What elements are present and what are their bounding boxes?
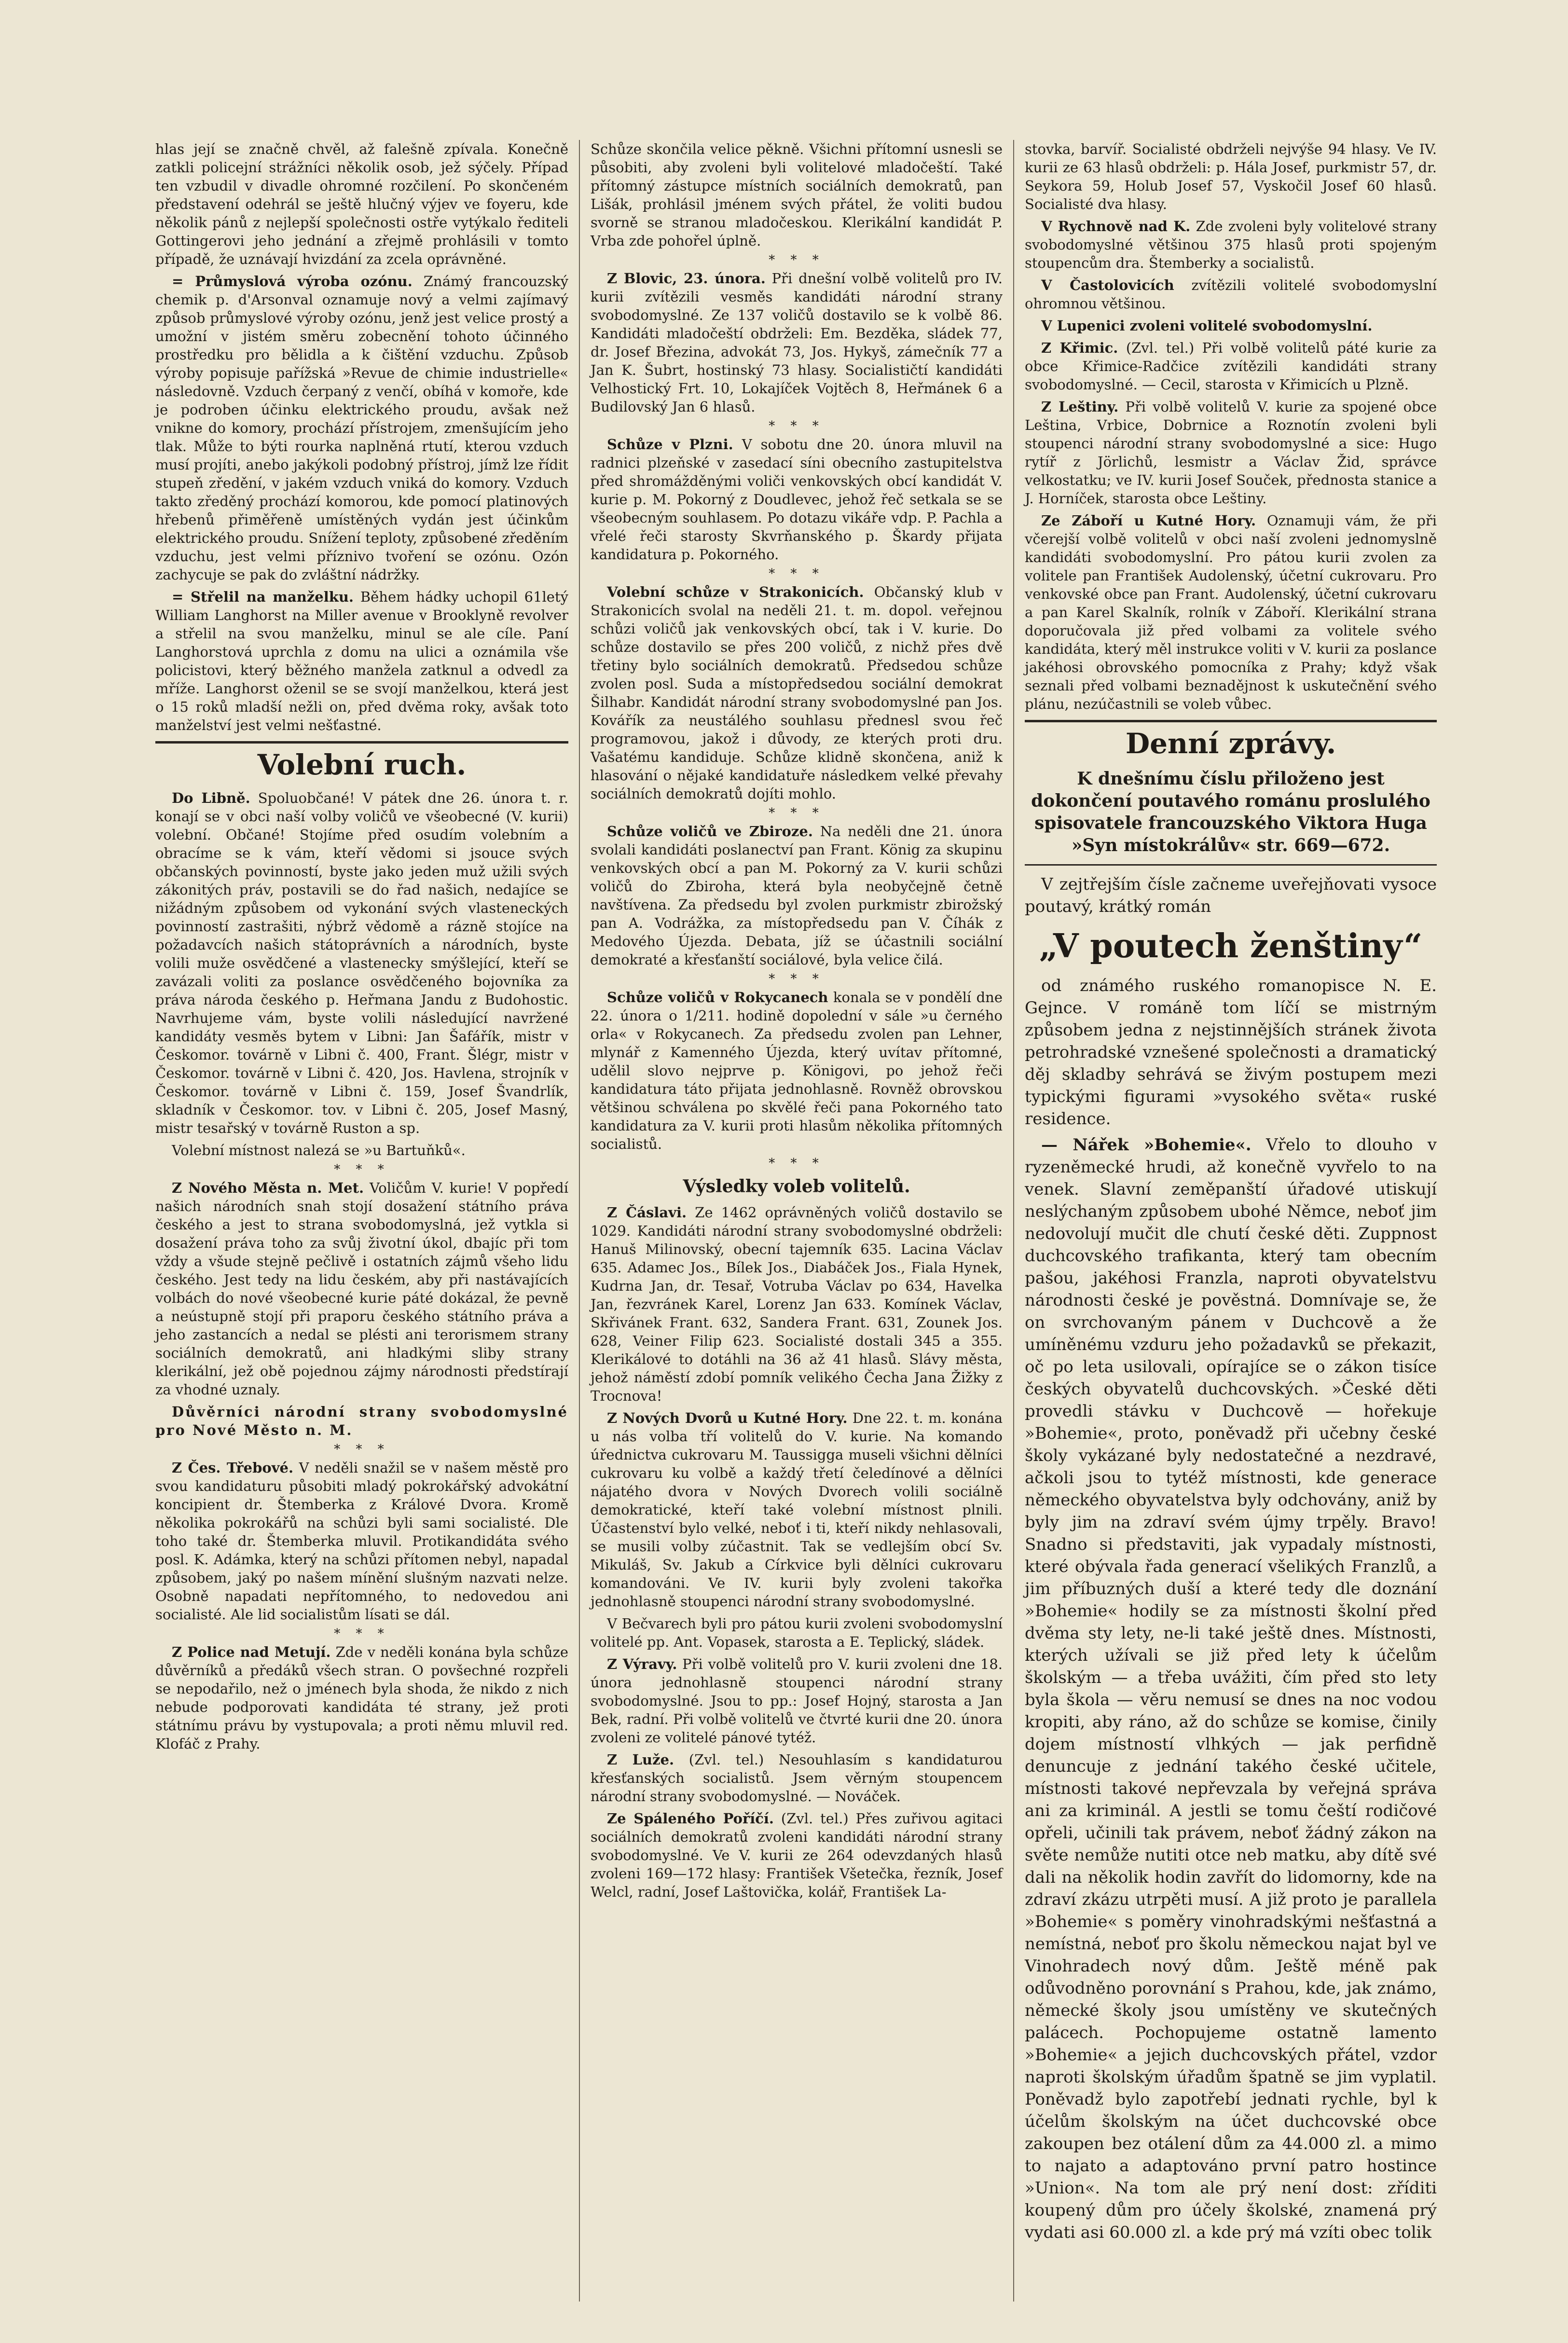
newspaper-page bbox=[145, 140, 1447, 2302]
article-text: Během hádky uchopil 61letý William Langhorst na Miller avenue v Brooklyně revolver a střelil na svou manželku, minul se ale cíle. Paní Langhorstová uprchla z domu na ulici a oznámila vše policistovi, který běžného manžela zatknul a odvedl za mříže. Langhorst oženil se se svojí manželkou, která jest o 15 roků mladší nežli on, před dvěma roky, avšak toto manželství jest velmi nešťastné. bbox=[155, 589, 568, 733]
separator-stars: * * * bbox=[769, 972, 825, 986]
article-heading: Do Libně. bbox=[172, 790, 250, 806]
separator-stars: * * * bbox=[769, 806, 825, 820]
separator-stars: * * * bbox=[769, 253, 825, 267]
article-text: Občanský klub v Strakonicích svolal na neděli 21. t. m. dopol. veřejnou schůzi voličů jak venkovských obcí, tak i V. kurie. Do schůze dostavilo se přes 200 voličů, z nichž přes dvě třetiny bylo sociálních demokratů. Předsedou schůze zvolen posl. Suda a místopředsedou sociální demokrat Šilhabr. Kandidát národní strany svobodomyslné pan Jos. Kovářík za neustálého souhlasu přednesl svou řeč programovou, jakož i důvody, ze kterých proti dru. Vašatému kandiduje. Schůze klidně skončena, aniž k hlasování o nějaké kandidatuře následkem velké převahy sociálních demokratů dojíti mohlo. bbox=[591, 584, 1003, 802]
article-heading: Schůze voličů ve Zbiroze. bbox=[607, 823, 813, 840]
separator-stars: * * * bbox=[769, 419, 825, 433]
article-heading: = Průmyslová výroba ozónu. bbox=[172, 273, 413, 289]
article-heading: Z Blovic, 23. února. bbox=[607, 270, 766, 287]
separator-stars: * * * bbox=[334, 1626, 390, 1641]
article-heading: Schůze voličů v Rokycanech bbox=[607, 989, 828, 1006]
article-heading: Z Křimic. bbox=[1041, 340, 1118, 356]
article-bohemie bbox=[1025, 1134, 1437, 2244]
novel-description: od známého ruského romanopisce N. E. Gejnce. V románě tom líčí se mistrným způsobem jedna z nejstinnějších stránek života petrohradské vznešené společnosti a dramatický děj skladby sehrává se živým postupem mezi typickými figurami »vysokého světa« ruské residence. bbox=[1025, 976, 1437, 1129]
article-text: (Zvl. tel.) Nesouhlasím s kandidaturou křesťanských socialistů. Jsem věrným stoupencem národní strany svobodomyslné. — Nováček. bbox=[591, 1751, 1003, 1805]
article-trebove bbox=[155, 1459, 568, 1624]
article-krimice bbox=[1025, 339, 1437, 394]
article-zbiroh bbox=[591, 822, 1003, 969]
article-text: konala se v pondělí dne 22. února o 1/211. hodině dopolední v sále »u černého orla« v Rokycanech. Za předsedu zvolen pan Lehner, mlynář z Kamenného Újezda, který uvítav přítomné, udělil slovo nejprve p. Königovi, po jehož řeči kandidatura táto přijata jednohlasně. Rovněž obrovskou většinou schválena po skvělé řeči pana Pokorného tato kandidatura za V. kurii proti hlasům několika přítomných socialistů. bbox=[591, 989, 1003, 1152]
novel-title: „V poutech ženštiny“ bbox=[1039, 927, 1423, 965]
column-left bbox=[145, 140, 579, 2302]
article-text: zvítězili volitelé svobodomyslní ohromnou většinou. bbox=[1025, 277, 1437, 312]
article-text: Voličům V. kurie! V popředí našich národních snah stojí dosažení státního práva českého a jest to strana svobodomyslná, jež vytkla si dosažení práva toho za svůj životní úkol, dbajíc při tom vždy a všude stejně pečlivě i ostatních zájmů všeho lidu českého. Jest tedy na lidu českém, aby při nastávajících volbách do nové všeobecné kurie páté dokázal, že pevně a neústupně stojí při praporu českého státního práva a jeho zastancích a nedal se plésti ani terorismem strany sociálních demokratů, ani hladkými sliby strany klerikální, jež obě pojednou zájmy národnosti předstírají za vhodné uznaly. bbox=[155, 1180, 569, 1398]
article-ozon bbox=[155, 272, 568, 584]
article-heading: Z Čáslavi. bbox=[607, 1204, 687, 1221]
separator-stars: * * * bbox=[769, 1156, 825, 1171]
article-heading: Volební schůze v Strakonicích. bbox=[607, 584, 864, 600]
article-luze bbox=[591, 1750, 1003, 1805]
article-lupenice: V Lupenici zvoleni volitelé svobodomyslní. bbox=[1041, 317, 1373, 334]
article-nove-dvory bbox=[591, 1409, 1003, 1611]
article-heading: Z Luže. bbox=[607, 1751, 674, 1768]
article-heading: Z Nového Města n. Met. bbox=[172, 1180, 364, 1196]
article-text: Při volbě volitelů V. kurie za spojené obce Leština, Vrbice, Dobrnice a Roznotín zvoleni byli stoupenci národní strany svobodomyslné a sice: Hugo rytíř z Jörlichů, lesmistr a Václav Žid, správce velkostatku; ve IV. kurii Josef Souček, přednosta stanice a J. Horníček, starosta obce Leštiny. bbox=[1025, 399, 1437, 507]
article-police bbox=[155, 1643, 568, 1753]
article-text: Zde v neděli konána byla schůze důvěrníků a předáků všech stran. O povšechné rozpřeli se nepodařilo, než o jménech byla shoda, že nikdo z nich nebude podporovati kandidáta té strany, jež proti státnímu právu by vystupovala; a proti němu mluvil red. Klofáč z Prahy. bbox=[155, 1644, 568, 1752]
article-text: V neděli snažil se v našem městě pro svou kandidaturu působiti mladý pokrokářský advokátní koncipient dr. Štemberka z Králové Dvora. Kromě několika pokrokářů na schůzi byli sami socialisté. Dle toho také dr. Štemberka mluvil. Protikandidáta svého posl. K. Adámka, který na schůzi přítomen nebyl, napadal způsobem, jaký po našem mínění slušným nazvati nelze. Osobně napadati nepřítomného, to nedovedou ani socialisté. Ale lid socialistům lísati se dál. bbox=[155, 1460, 568, 1623]
article-text: Při dnešní volbě volitelů pro IV. kurii zvítězili vesměs kandidáti národní strany svobodomyslné. Ze 137 voličů dostavilo se k volbě 86. Kandidáti mladočeští obdrželi: Em. Bezděka, sládek 77, dr. Josef Březina, advokát 73, Jos. Hykyš, zámečník 77 a Jan K. Šubrt, hostinský 73 hlasy. Socialističtí kandidáti Velhostický Frt. 10, Lokajíček Vojtěch 8, Heřmánek 6 a Budilovský Jan 6 hlasů. bbox=[591, 270, 1003, 415]
article-strelil bbox=[155, 588, 568, 734]
column-middle bbox=[579, 140, 1013, 2302]
article-text: Zde zvoleni byly volitelové strany svobodomyslné většinou 375 hlasů proti spojeným stoupencům dra. Štemberky a socialistů. bbox=[1025, 218, 1437, 271]
article-strakonice bbox=[591, 583, 1003, 803]
article-text: stovka, barvíř. Socialisté obdrželi nejvýše 94 hlasy. Ve IV. kurii ze 63 hlasů obdrželi: p. Hála Josef, purkmistr 57, dr. Seykora 59, Holub Josef 57, Vyskočil Josef 60 hlasů. Socialisté dva hlasy. bbox=[1025, 141, 1437, 212]
separator-stars: * * * bbox=[334, 1442, 390, 1457]
article-spalene-porici bbox=[591, 1809, 1003, 1901]
article-rychnov bbox=[1025, 217, 1437, 272]
section-title-denni-zpravy: Denní zprávy. bbox=[1025, 720, 1437, 761]
article-castolovice bbox=[1025, 276, 1437, 313]
article-text: hlas její se značně chvěl, až falešně zpívala. Konečně zatkli policejní strážníci několik osob, jež sýčely. Případ ten vzbudil v divadle ohromné rozčilení. Po skončeném představení odehrál se ještě hlučný výjev ve foyeru, kde několik pánů z nejlepší společnosti ostře vytýkalo řediteli Gottingerovi jeho jednání a zřejmě prohlásili v tomto případě, že uznávají hvizdání za zcela oprávněné. bbox=[155, 141, 568, 267]
novel-intro: V zejtřejším čísle začneme uveřejňovati vysoce poutavý, krátký román bbox=[1025, 875, 1437, 916]
article-rokycany bbox=[591, 988, 1003, 1153]
article-heading: = Střelil na manželku. bbox=[172, 589, 354, 605]
article-vyrava bbox=[591, 1655, 1003, 1747]
article-nove-mesto bbox=[155, 1179, 568, 1399]
article-heading: Z Leštiny. bbox=[1041, 399, 1119, 415]
article-heading: Z Výravy. bbox=[607, 1656, 677, 1672]
article-heading: Ze Spáleného Poříčí. bbox=[607, 1810, 774, 1827]
article-text: Schůze skončila velice pěkně. Všichni přítomní usnesli se působiti, aby zvoleni byli volitelové mladočeští. Také přítomný zástupce místních sociálních demokratů, pan Lišák, prohlásil jménem svých přátel, že voliti budou svorně se stranou mladočeskou. Klerikální kandidát P. Vrba zde pohořel úplně. bbox=[591, 141, 1003, 249]
article-heading: V Rychnově nad K. bbox=[1041, 218, 1191, 234]
separator-stars: * * * bbox=[334, 1162, 390, 1177]
article-text: V sobotu dne 20. února mluvil na radnici plzeňské v zasedací síni obecního zastupitelstva před shromážděnými voliči venkovských obcí kandidát V. kurie p. M. Pokorný z Doudlevec, jehož řeč setkala se se všeobecným souhlasem. Po dotazu vikáře vdp. P. Pachla a vřelé řeči starosty Skvrňanského p. Škardy přijata kandidatura p. Pokorného. bbox=[591, 436, 1003, 563]
article-text: Oznamuji vám, že při včerejší volbě volitelů v obci naší zvoleni jednomyslně kandidáti svobodomyslní. Pro pátou kurii zvolen za volitele pan František Audolenský, účetní cukrovaru. Pro venkovské obce pan Frant. Audolenský, účetní cukrovaru a pan Karel Skalník, rolník v Záboří. Klerikální strana doporučovala již před volbami za volitele svého kandidáta, který měl instrukce voliti v V. kurii za poslance jakéhosi obrovského pomocníka z Prahy; když však seznali před volbami beznadějnost k uskutečnění svého plánu, nezúčastnili se voleb vůbec. bbox=[1025, 512, 1437, 712]
article-signature: Důvěrníci národní strany svobodomyslné pro Nové Město n. M. bbox=[155, 1404, 568, 1438]
column-right bbox=[1013, 140, 1447, 2302]
article-lestina bbox=[1025, 398, 1437, 508]
article-text: Na neděli dne 21. února svolali kandidáti poslanectví pan Frant. König za skupinu venkovských obcí a pan M. Pokorný za V. kurii schůzi voličů do Zbiroha, která byla neobyčejně četně navštívena. Za předsedu byl zvolen purkmistr zbirožský pan A. Vodrážka, za místopředsedu pan V. Číhák z Medového Újezda. Debata, jíž se účastnili sociální demokraté a křesťanští sociálové, byla velice čilá. bbox=[591, 823, 1003, 968]
article-caslav bbox=[591, 1203, 1003, 1405]
supplement-notice: K dnešnímu číslu přiloženo jest dokončení poutavého románu proslulého spisovatele francouzského Viktora Huga »Syn místokrálův« str. 669—672. bbox=[1031, 769, 1430, 855]
article-text: Spoluobčané! V pátek dne 26. února t. r. konají se v obci naší volby voličů ve všeobecné (V. kurii) volební. Občané! Stojíme před osudím volebním a obracíme se k vám, kteří vědomi si jsouce svých občanských povinností, byste jako jeden muž užili svých zákonitých práv, postavili se do řad našich, nedajíce se nižádným způsobem od vykonání svých vlasteneckých povinností zastrašiti, nýbrž vědomě a rázně stojíce na požadavcích našich státoprávních a národních, byste volili muže osvědčené a vlastenecky smýšlející, kteří se zavázali voliti za poslance osvědčeného bojovníka za práva národa českého p. Heřmana Jandu z Budohostic. Navrhujeme vám, byste volili následující navržené kandidáty vesměs bytem v Libni: Jan Šafářík, mistr v Českomor. továrně v Libni č. 400, Frant. Šlégr, mistr v Českomor. továrně v Libni č. 420, Jos. Havlena, strojník v Českomor. továrně v Libni č. 159, Josef Švandrlík, skladník v Českomor. tov. v Libni č. 205, Josef Masný, mistr tesařský v továrně Ruston a sp. bbox=[155, 790, 569, 1136]
article-text: Ze 1462 oprávněných voličů dostavilo se 1029. Kandidáti národní strany svobodomyslné obdrželi: Hanuš Milinovský, obecní tajemník 635. Lacina Václav 635. Adamec Jos., Bílek Jos., Diabáček Jos., Fiala Hynek, Kudrna Jan, dr. Tesař, Votruba Václav po 634, Havelka Jan, řezvránek Karel, Lorenz Jan 633. Komínek Václav, Skřivánek Frant. 632, Sandera Frant. 631, Zounek Jos. 628, Veiner Filip 623. Socialisté dostali 345 a 355. Klerikálové to dotáhli na 36 až 41 hlasů. Slávy města, jehož náměstí zdobí pomník velikého Čecha Jana Žižky z Trocnova! bbox=[591, 1204, 1003, 1404]
article-text: Při volbě volitelů pro V. kurii zvoleni dne 18. února jednohlasně stoupenci národní strany svobodomyslné. Jsou to pp.: Josef Hojný, starosta a Jan Bek, radní. Při volbě volitelů ve čtvrté kurii dne 20. února zvoleni ze volitelé pánové tytéž. bbox=[591, 1656, 1003, 1746]
section-title-volebni-ruch: Volební ruch. bbox=[155, 741, 568, 782]
article-blovic bbox=[591, 269, 1003, 416]
article-zabori bbox=[1025, 511, 1437, 713]
subsection-title-vysledky: Výsledky voleb volitelů. bbox=[683, 1176, 910, 1197]
article-heading: V Častolovicích bbox=[1041, 277, 1174, 293]
article-becvary: V Bečvarech byli pro pátou kurii zvoleni svobodomyslní volitelé pp. Ant. Vopasek, starosta a E. Teplický, sládek. bbox=[591, 1615, 1003, 1650]
article-text: (Zvl. tel.) Při volbě volitelů páté kurie za obce Křimice-Radčice zvítězili kandidáti strany svobodomyslné. — Cecil, starosta v Křimicích u Plzně. bbox=[1025, 340, 1437, 393]
article-text: Dne 22. t. m. konána u nás volba tří volitelů do V. kurie. Na komando úřednictva cukrovaru M. Taussigga museli všichni dělníci cukrovaru ku volbě a každý třetí čeledínové a dělníci nájatého dvora v Nových Dvorech volili sociálně demokratické, kteří také volební místnost plnili. Účastenství bylo velké, neboť i ti, kteří nikdy nehlasovali, se musili volby zúčastnit. Tak se vedlejším obcí Sv. Mikuláš, Sv. Jakub a Církvice byli dělníci cukrovaru komandováni. Ve IV. kurii byly zvoleni takořka jednohlasně stoupenci národní strany svobodomyslné. bbox=[591, 1410, 1003, 1610]
separator-stars: * * * bbox=[769, 566, 825, 581]
article-heading: Schůze v Plzni. bbox=[607, 436, 733, 453]
article-text: Známý francouzský chemik p. d'Arsonval oznamuje nový a velmi zajímavý způsob průmyslové výroby ozónu, jenž jest velice prostý a umožní v jistém směru zobecnění tohoto účinného prostředku pro bělidla a k čištění vzduchu. Způsob výroby popisuje pařížská »Revue de chimie industrielle« následovně. Vzduch čerpaný z venčí, obíhá v komoře, kde je podroben účinku elektrického proudu, avšak než vnikne do komory, prochází přístrojem, zmenšujícím jeho tlak. Může to býti rourka naplněná rtutí, kterou vzduch musí projíti, anebo jakýkoli podobný přístroj, jímž lze řídit stupeň zředění, v jakém vzduch vniká do komory. Vzduch takto zředěný prochází komorou, kde pomocí platinových hřebenů přiměřeně umístěných vydán jest účinkům elektrického proudu. Snížení teploty, způsobené zředěním vzduchu, jest velmi příznivo tvoření se ozónu. Ozón zachycuje se pak do zvláštní nádržky. bbox=[155, 273, 568, 583]
article-text: (Zvl. tel.) Přes zuřivou agitaci sociálních demokratů zvoleni kandidáti národní strany svobodomyslné. Ve V. kurii ze 264 odevzdaných hlasů zvoleni 169—172 hlasy: František Všetečka, řezník, Josef Welcl, radní, Josef Laštovička, kolář, František La- bbox=[591, 1810, 1003, 1900]
article-heading: Z Police nad Metují. bbox=[172, 1644, 331, 1660]
article-heading: Z Čes. Třebové. bbox=[172, 1460, 294, 1476]
article-heading: Z Nových Dvorů u Kutné Hory. bbox=[607, 1410, 848, 1426]
article-heading: — Nářek »Bohemie«. bbox=[1041, 1135, 1252, 1155]
divider bbox=[1025, 864, 1437, 866]
article-plzen bbox=[591, 435, 1003, 564]
article-text: Vřelo to dlouho v ryzeněmecké hrudi, až konečně vyvřelo to na venek. Slavní zeměpanští úřadové utiskují neslýchaným způsobem ubohé Němce, neboť jim nedovolují mučit dle chutí české děti. Zuppnost duchcovského trafikanta, který tam obecním pašou, jakéhosi Franzla, naproti obyvatelstvu národnosti české je pověstná. Domnívaje se, že on svrchovaným pánem v Duchcově a že umíněnému vzduru jeho požadavků se překazit, oč po leta usilovali, opírajíce se o zákon tisíce českých obyvatelů duchcovských. »České děti provedli stávku v Duchcově — hořekuje »Bohemie«, proto, poněvadž při učebny české školy vykázané byly nedostatečné a nezdravé, ačkoli jsou to tytéž místnosti, kde generace německého obyvatelstva byly odchovány, aniž by byly jim na zdraví svém újmy trpěly. Bravo! Snadno si představiti, jak vypadaly místnosti, které obývala řada generací všelikých Franzlů, a jim příbuzných duší a které tedy dle doznání »Bohemie« hodily se za místnosti školní před dvěma sty lety, ne-li také ještě dnes. Místnosti, kterých užívali se již před lety k účelům školským — a třeba uvážiti, čím před sto lety byla škola — věru nemusí se dnes na noc vodou kropiti, aby ráno, až do schůze se komise, činily dojem místností vlhkých — jak perfidně denuncuje z jednání takého české učitele, místnosti takové nepřevzala by veřejná správa ani za kriminál. A jestli se tomu čeští rodičové opřeli, učinili tak právem, neboť žádný zákon na světe nemůže nutiti otce neb matku, aby dítě své dali na několik hodin zavřít do lidomorny, kde na zdraví zkázu utrpěti musí. A již proto je parallela »Bohemie« s poměry vinohradskými nešťastná a nemístná, neboť pro školu německou najat byl ve Vinohradech nový dům. Ještě méně pak odůvodněno porovnání s Prahou, kde, jak známo, německé školy jsou umístěny ve skutečných palácech. Pochopujeme ostatně lamento »Bohemie« a jejich duchcovských přátel, vzdor naproti školským úřadům špatně se jim vyplatil. Poněvadž bylo zapotřebí jednati rychle, byl k účelům školským na účet duchcovské obce zakoupen bez otálení dům za 44.000 zl. a mimo to najato a adaptováno první patro hostince »Union«. Na tom ale prý není dost: zříditi koupený dům pro účely školské, znamená prý vydati asi 60.000 zl. a kde prý má vzíti obec tolik bbox=[1025, 1135, 1437, 2242]
article-libne bbox=[155, 789, 568, 1137]
article-heading: Ze Záboří u Kutné Hory. bbox=[1041, 512, 1256, 529]
article-text: Volební místnost nalezá se »u Bartuňků«. bbox=[172, 1142, 466, 1158]
